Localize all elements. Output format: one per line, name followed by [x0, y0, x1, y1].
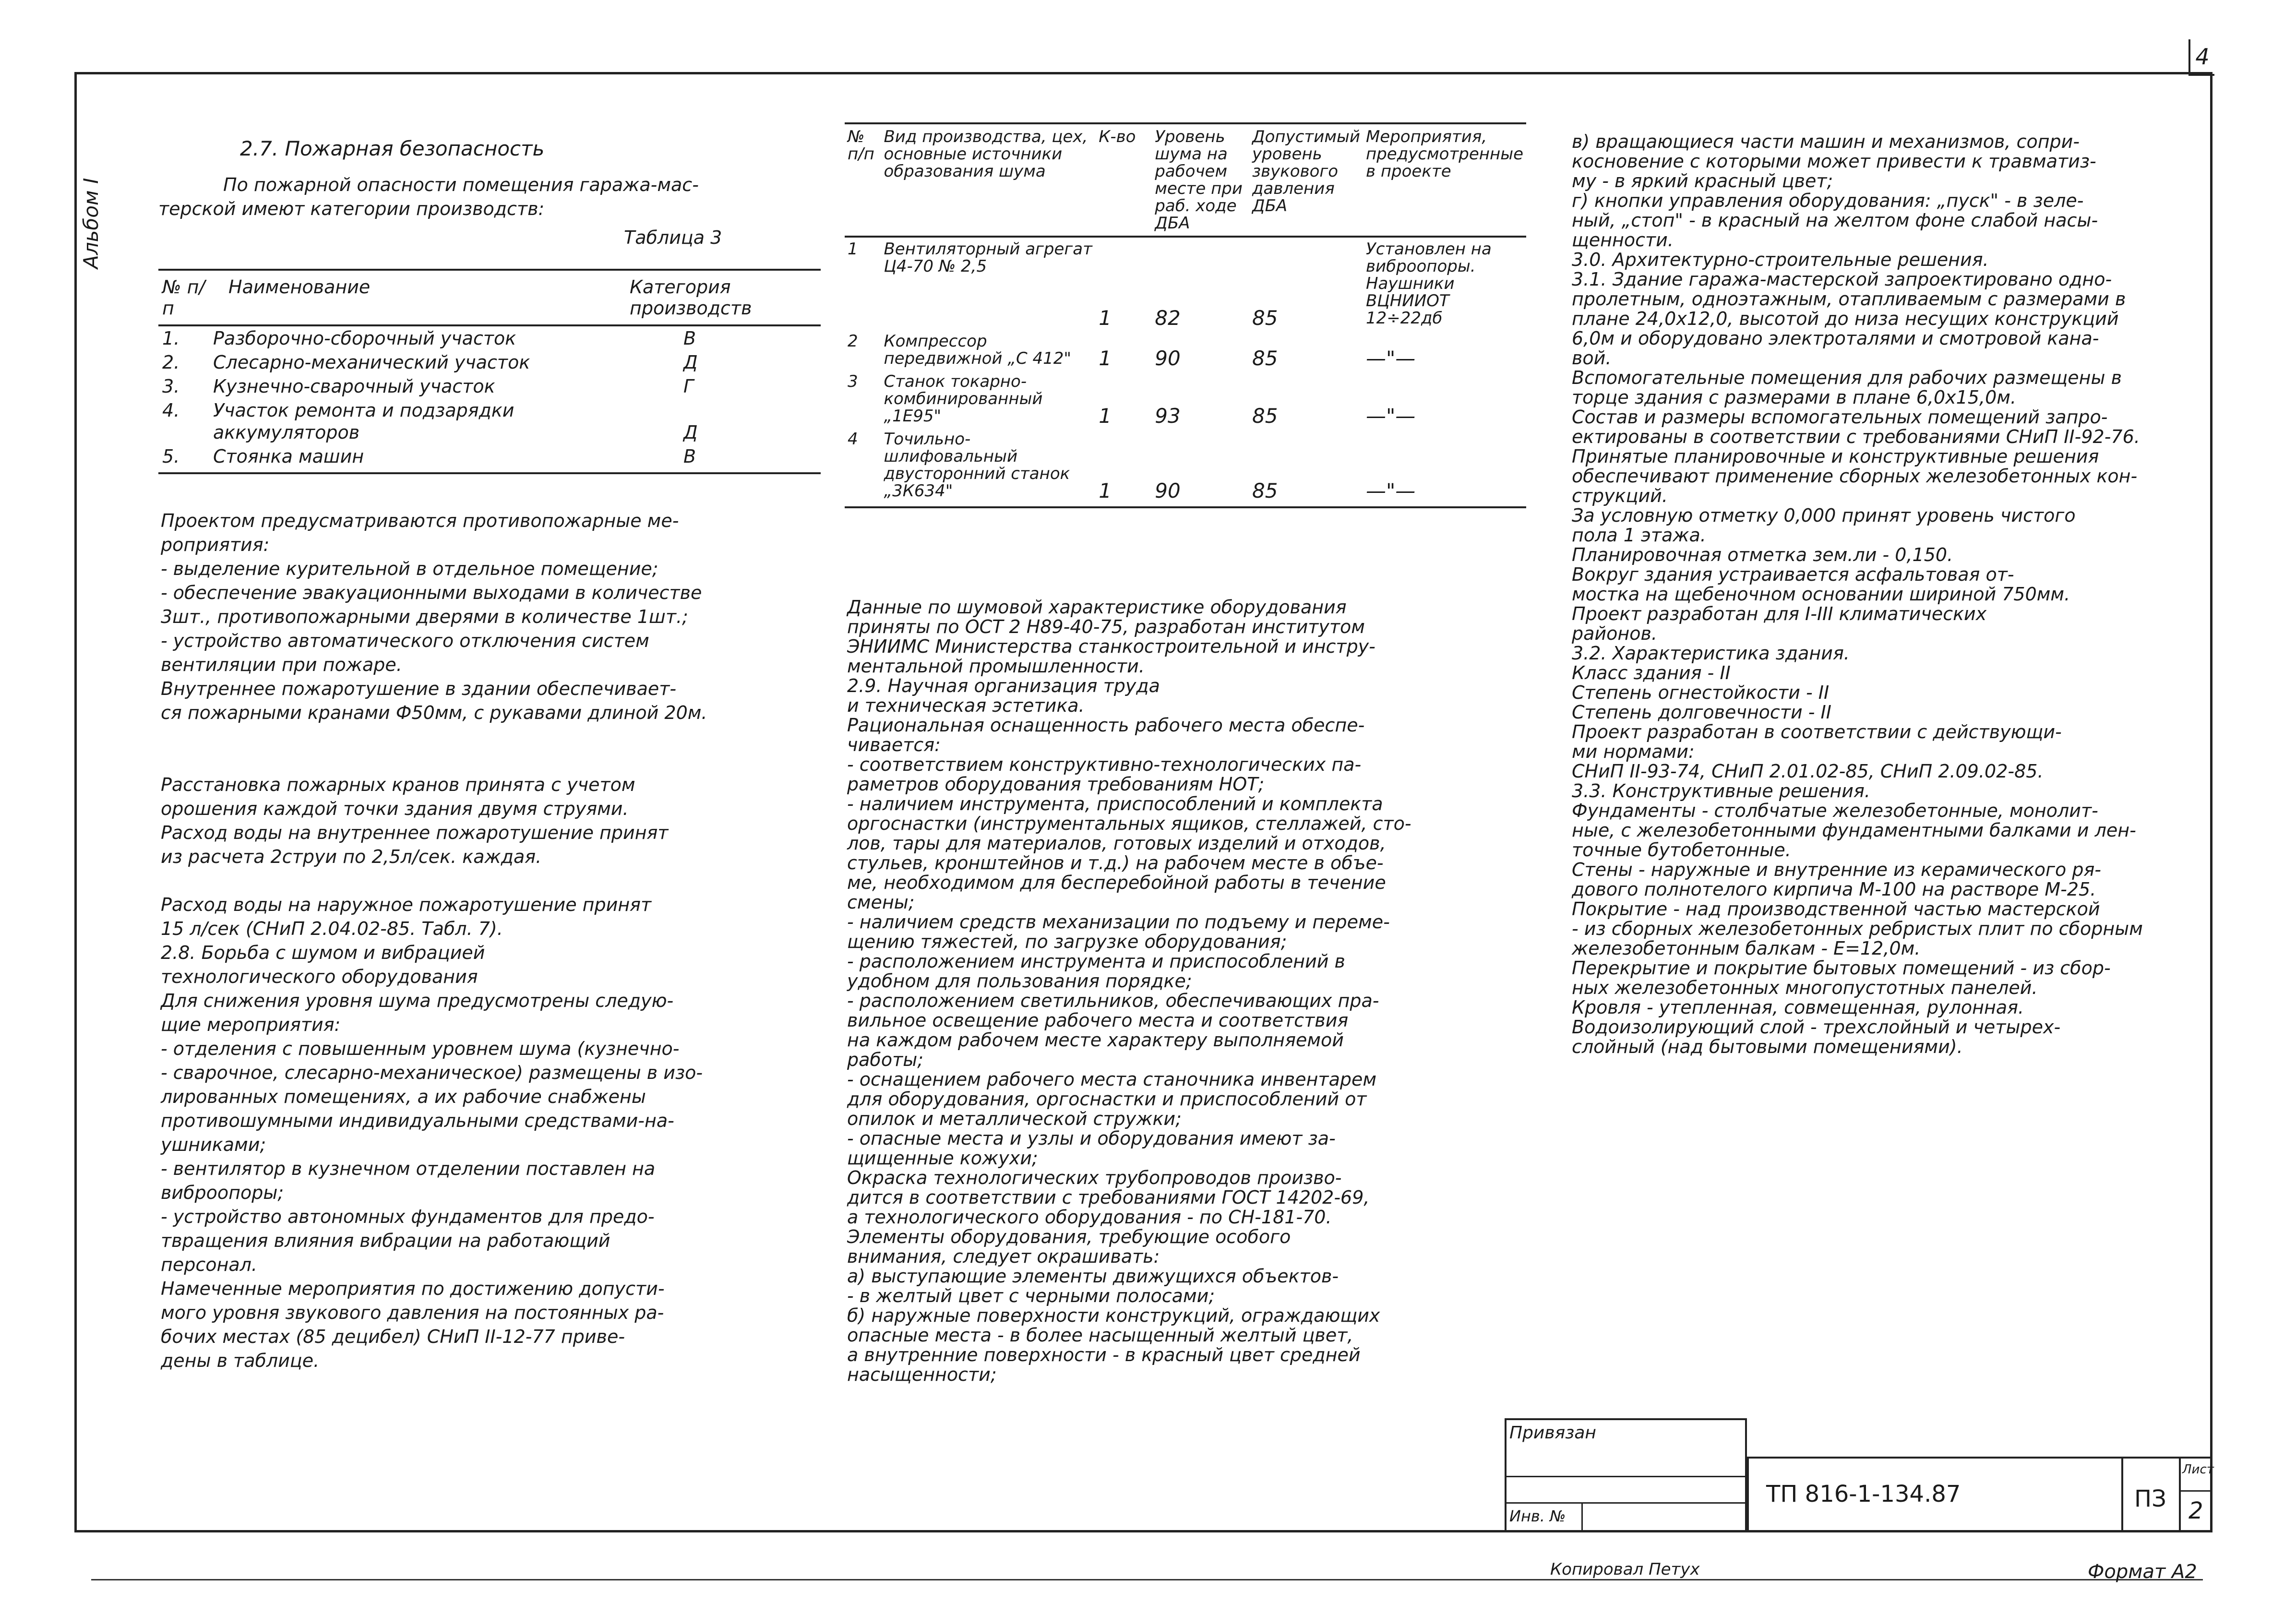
noise-table	[845, 122, 1526, 508]
text-line: дового полнотелого кирпича М-100 на растворе М-25.	[1572, 879, 2096, 900]
text-line: Степень долговечности - II	[1572, 702, 1831, 723]
text-line: Внутреннее пожаротушение в здании обеспечивает-	[161, 678, 677, 699]
text-line: Проектом предусматриваются противопожарные ме-	[161, 510, 679, 531]
copied-by-signature: Копировал Петух	[1550, 1560, 1700, 1579]
stamp-doc-code: ТП 816-1-134.87	[1766, 1481, 1961, 1507]
text-line: Проект разработан в соответствии с действующи-	[1572, 721, 2062, 742]
text-line: Планировочная отметка зем.ли - 0,150.	[1572, 544, 1953, 565]
text-line: пола 1 этажа.	[1572, 525, 1706, 546]
text-line: персонал.	[161, 1254, 257, 1275]
sheet-corner-number: 4	[2188, 39, 2214, 76]
text-line: торце здания с размерами в плане 6,0х15,0м.	[1572, 387, 2017, 408]
table-row: 2. Слесарно-механический участок Д	[162, 352, 698, 373]
table-row: 4. Участок ремонта и подзарядки аккумуляторов Д	[162, 400, 698, 443]
table-header: Уровень шума на рабочем месте при раб. ходе ДБА	[1152, 123, 1249, 237]
text-line: опасные места - в более насыщенный желтый цвет,	[847, 1325, 1353, 1346]
text-line: вой.	[1572, 347, 1612, 369]
text-line: струкций.	[1572, 485, 1668, 506]
table-header: № п/п	[158, 270, 209, 325]
section-2-7-intro	[158, 173, 699, 221]
text-line: мого уровня звукового давления на постоянных ра-	[161, 1302, 664, 1323]
text-line: Проект разработан для I-III климатических	[1572, 603, 1987, 624]
text-line: ные, с железобетонными фундаментными балками и лен-	[1572, 820, 2136, 841]
table-3-fire-categories	[158, 269, 821, 474]
table-row: 1 Вентиляторный агрегат Ц4-70 № 2,5 1 82 85 Установлен на виброопоры. Наушники ВЦНИИОТ 12÷22дб	[848, 239, 1492, 330]
text-line: дены в таблице.	[161, 1350, 320, 1371]
intro-line: По пожарной опасности помещения гаража-мас-	[223, 174, 699, 195]
text-line: лированных помещениях, а их рабочие снабжены	[161, 1086, 646, 1107]
table-row: 5. Стоянка машин В	[158, 444, 821, 473]
text-line: Класс здания - II	[1572, 662, 1731, 683]
table-row: 1. Разборочно-сборочный участок В	[162, 328, 696, 349]
text-line: и техническая эстетика.	[847, 695, 1085, 716]
text-line: работы;	[847, 1049, 924, 1070]
text-line: мостка на щебеночном основании шириной 750мм.	[1572, 584, 2070, 605]
text-line	[161, 749, 707, 773]
text-line	[161, 725, 707, 749]
table-row: 3. Кузнечно-сварочный участок Г	[162, 376, 694, 397]
text-line: - опасные места и узлы и оборудования имеют за-	[847, 1128, 1336, 1149]
text-line: ЭНИИМС Министерства станкостроительной и инстру-	[847, 636, 1375, 657]
text-line: виброопоры;	[161, 1182, 284, 1203]
text-line: плане 24,0х12,0, высотой до низа несущих конструкций	[1572, 308, 2119, 329]
text-line: - в желтый цвет с черными полосами;	[847, 1285, 1215, 1306]
text-line: - соответствием конструктивно-технологических па-	[847, 754, 1362, 775]
text-line: щищенные кожухи;	[847, 1148, 1038, 1169]
stamp-privyazan: Привязан	[1509, 1423, 1596, 1443]
bottom-rule	[91, 1579, 2203, 1580]
text-line: чивается:	[847, 734, 941, 755]
text-line: оргоснастки (инструментальных ящиков, стеллажей, сто-	[847, 813, 1411, 834]
table-header: Категория производств	[626, 270, 821, 325]
text-line: ментальной промышленности.	[847, 656, 1145, 677]
text-line: ме, необходимом для бесперебойной работы в течение	[847, 872, 1386, 893]
text-line: 3.0. Архитектурно-строительные решения.	[1572, 249, 1989, 270]
text-line: дится в соответствии с требованиями ГОСТ 14202-69,	[847, 1187, 1370, 1208]
text-line: точные бутобетонные.	[1572, 839, 1791, 861]
text-line: Стены - наружные и внутренние из керамического ря-	[1572, 859, 2102, 880]
text-line: а) выступающие элементы движущихся объектов-	[847, 1266, 1339, 1287]
text-line: Намеченные мероприятия по достижению допусти-	[161, 1278, 665, 1299]
text-line: Данные по шумовой характеристике оборудования	[847, 597, 1347, 618]
text-line: му - в яркий красный цвет;	[1572, 170, 1833, 191]
text-line: - отделения с повышенным уровнем шума (кузнечно-	[161, 1038, 680, 1059]
text-line: - из сборных железобетонных ребристых плит по сборным	[1572, 918, 2143, 939]
text-line: а внутренние поверхности - в красный цвет средней	[847, 1344, 1361, 1365]
text-line: Для снижения уровня шума предусмотрены следую-	[161, 990, 674, 1011]
text-line: Элементы оборудования, требующие особого	[847, 1226, 1291, 1247]
text-line: - вентилятор в кузнечном отделении поставлен на	[161, 1158, 656, 1179]
text-line: роприятия:	[161, 534, 270, 555]
text-line: 2.8. Борьба с шумом и вибрацией	[161, 942, 485, 963]
table-row: 2 Компрессор передвижной „С 412" 1 90 85 —"—	[848, 332, 1416, 370]
text-line: - расположением инструмента и приспособлений в	[847, 951, 1345, 972]
text-line: опилок и металлической стружки;	[847, 1108, 1182, 1129]
table-row: 3 Станок токарно-комбинированный „1Е95" 1 93 85 —"—	[848, 372, 1416, 428]
format-label: Формат А2	[2088, 1561, 2197, 1583]
text-line: ушниками;	[161, 1134, 266, 1155]
text-line: ных железобетонных многопустотных панелей.	[1572, 977, 2038, 998]
text-line: щенности.	[1572, 229, 1674, 251]
text-line: - устройство автоматического отключения систем	[161, 630, 649, 651]
text-line: 3шт., противопожарными дверями в количестве 1шт.;	[161, 606, 688, 627]
text-line: За условную отметку 0,000 принят уровень чистого	[1572, 505, 2076, 526]
table-header: К-во	[1096, 123, 1152, 237]
text-line: из расчета 2струи по 2,5л/сек. каждая.	[161, 846, 542, 867]
text-line	[161, 869, 707, 893]
text-line: 2.9. Научная организация труда	[847, 675, 1160, 696]
table-header: Допустимый уровень звукового давления ДБА	[1249, 123, 1363, 237]
table-row: 4 Точильно-шлифовальный двусторонний станок „3К634" 1 90 85 —"—	[845, 428, 1526, 507]
text-line: удобном для пользования порядке;	[847, 970, 1192, 992]
text-line: бочих местах (85 децибел) СНиП II-12-77 приве-	[161, 1326, 625, 1347]
text-line: щению тяжестей, по загрузке оборудования;	[847, 931, 1287, 952]
text-line: 3.1. Здание гаража-мастерской запроектировано одно-	[1572, 269, 2112, 290]
text-line: Расстановка пожарных кранов принята с учетом	[161, 774, 635, 795]
text-line: Окраска технологических трубопроводов произво-	[847, 1167, 1342, 1188]
text-line: лов, тары для материалов, готовых изделий и отходов,	[847, 833, 1386, 854]
text-line: 6,0м и оборудовано электроталями и смотровой кана-	[1572, 328, 2099, 349]
table-header: № п/п	[845, 123, 881, 237]
title-block-stamp	[1505, 1418, 2212, 1532]
text-line: ектированы в соответствии с требованиями СНиП II-92-76.	[1572, 426, 2140, 447]
stamp-inv-no: Инв. №	[1509, 1507, 1566, 1525]
text-line: г) кнопки управления оборудования: „пуск" - в зеле-	[1572, 190, 2084, 211]
text-line: ся пожарными кранами Ф50мм, с рукавами длиной 20м.	[161, 702, 707, 723]
text-line: - выделение курительной в отдельное помещение;	[161, 558, 658, 579]
text-line: Расход воды на наружное пожаротушение принят	[161, 894, 652, 915]
text-line: железобетонным балкам - Е=12,0м.	[1572, 938, 1921, 959]
text-line: СНиП II-93-74, СНиП 2.01.02-85, СНиП 2.09.02-85.	[1572, 761, 2044, 782]
text-line: приняты по ОСТ 2 Н89-40-75, разработан институтом	[847, 616, 1365, 637]
text-line: Водоизолирующий слой - трехслойный и четырех-	[1572, 1017, 2061, 1038]
text-line: - устройство автономных фундаментов для предо-	[161, 1206, 655, 1227]
text-line: Состав и размеры вспомогательных помещений запро-	[1572, 407, 2108, 428]
text-line: Вспомогательные помещения для рабочих размещены в	[1572, 367, 2122, 388]
text-line: - расположением светильников, обеспечивающих пра-	[847, 990, 1379, 1011]
table-header: Вид производства, цех, основные источники образования шума	[881, 123, 1096, 237]
text-line: - сварочное, слесарно-механическое) размещены в изо-	[161, 1062, 703, 1083]
text-line: технологического оборудования	[161, 966, 478, 987]
album-side-label: Альбом I	[79, 178, 103, 269]
text-line: щие мероприятия:	[161, 1014, 341, 1035]
section-3-body	[1572, 132, 2143, 1057]
text-line: - наличием инструмента, приспособлений и комплекта	[847, 793, 1383, 814]
text-line: а технологического оборудования - по СН-181-70.	[847, 1207, 1332, 1228]
intro-line: терской имеют категории производств:	[158, 198, 545, 219]
table-header: Мероприятия, предусмотренные в проекте	[1363, 123, 1526, 237]
text-line: смены;	[847, 892, 915, 913]
stamp-list-number: 2	[2188, 1497, 2203, 1524]
text-line: вильное освещение рабочего места и соответствия	[847, 1010, 1349, 1031]
text-line: - обеспечение эвакуационными выходами в количестве	[161, 582, 702, 603]
section-2-9-body	[847, 598, 1411, 1385]
text-line: - наличием средств механизации по подъему и переме-	[847, 911, 1390, 933]
text-line: Степень огнестойкости - II	[1572, 682, 1830, 703]
text-line: обеспечивают применение сборных железобетонных кон-	[1572, 466, 2138, 487]
stamp-list-label: Лист	[2182, 1462, 2214, 1477]
text-line: внимания, следует окрашивать:	[847, 1246, 1160, 1267]
text-line: Фундаменты - столбчатые железобетонные, монолит-	[1572, 800, 2098, 821]
text-line: на каждом рабочем месте характеру выполняемой	[847, 1029, 1344, 1051]
text-line: районов.	[1572, 623, 1657, 644]
text-line: слойный (над бытовыми помещениями).	[1572, 1036, 1963, 1057]
text-line: противошумными индивидуальными средствами-на-	[161, 1110, 674, 1131]
text-line: 3.3. Конструктивные решения.	[1572, 780, 1870, 802]
text-line: стульев, кронштейнов и т.д.) на рабочем месте в объе-	[847, 852, 1384, 873]
text-line: б) наружные поверхности конструкций, ограждающих	[847, 1305, 1380, 1326]
text-line: пролетным, одноэтажным, отапливаемым с размерами в	[1572, 288, 2126, 310]
text-line: Рациональная оснащенность рабочего места обеспе-	[847, 715, 1365, 736]
text-line: для оборудования, оргоснастки и приспособлений от	[847, 1089, 1367, 1110]
table-3-caption: Таблица 3	[624, 227, 722, 248]
text-line: ный, „стоп" - в красный на желтом фоне слабой насы-	[1572, 210, 2098, 231]
text-line: Перекрытие и покрытие бытовых помещений - из сбор-	[1572, 957, 2111, 979]
text-line: раметров оборудования требованиям НОТ;	[847, 774, 1265, 795]
text-line: - оснащением рабочего места станочника инвентарем	[847, 1069, 1377, 1090]
text-line: твращения влияния вибрации на работающий	[161, 1230, 610, 1251]
text-line: Расход воды на внутреннее пожаротушение принят	[161, 822, 669, 843]
text-line: насыщенности;	[847, 1364, 997, 1385]
text-line: вентиляции при пожаре.	[161, 654, 402, 675]
stamp-section: ПЗ	[2134, 1485, 2166, 1512]
text-line: орошения каждой точки здания двумя струями.	[161, 798, 629, 819]
text-line: Покрытие - над производственной частью мастерской	[1572, 898, 2100, 920]
text-line: Принятые планировочные и конструктивные решения	[1572, 446, 2099, 467]
text-line: ми нормами:	[1572, 741, 1695, 762]
section-2-7-heading: 2.7. Пожарная безопасность	[240, 137, 545, 160]
table-header: Наименование	[209, 270, 626, 325]
section-2-7-body	[161, 509, 707, 1373]
text-line: косновение с которыми может привести к травматиз-	[1572, 151, 2096, 172]
text-line: 3.2. Характеристика здания.	[1572, 643, 1850, 664]
text-line: Вокруг здания устраивается асфальтовая от-	[1572, 564, 2014, 585]
text-line: в) вращающиеся части машин и механизмов, сопри-	[1572, 131, 2080, 152]
text-line: Кровля - утепленная, совмещенная, рулонная.	[1572, 997, 2024, 1018]
text-line: 15 л/сек (СНиП 2.04.02-85. Табл. 7).	[161, 918, 503, 939]
